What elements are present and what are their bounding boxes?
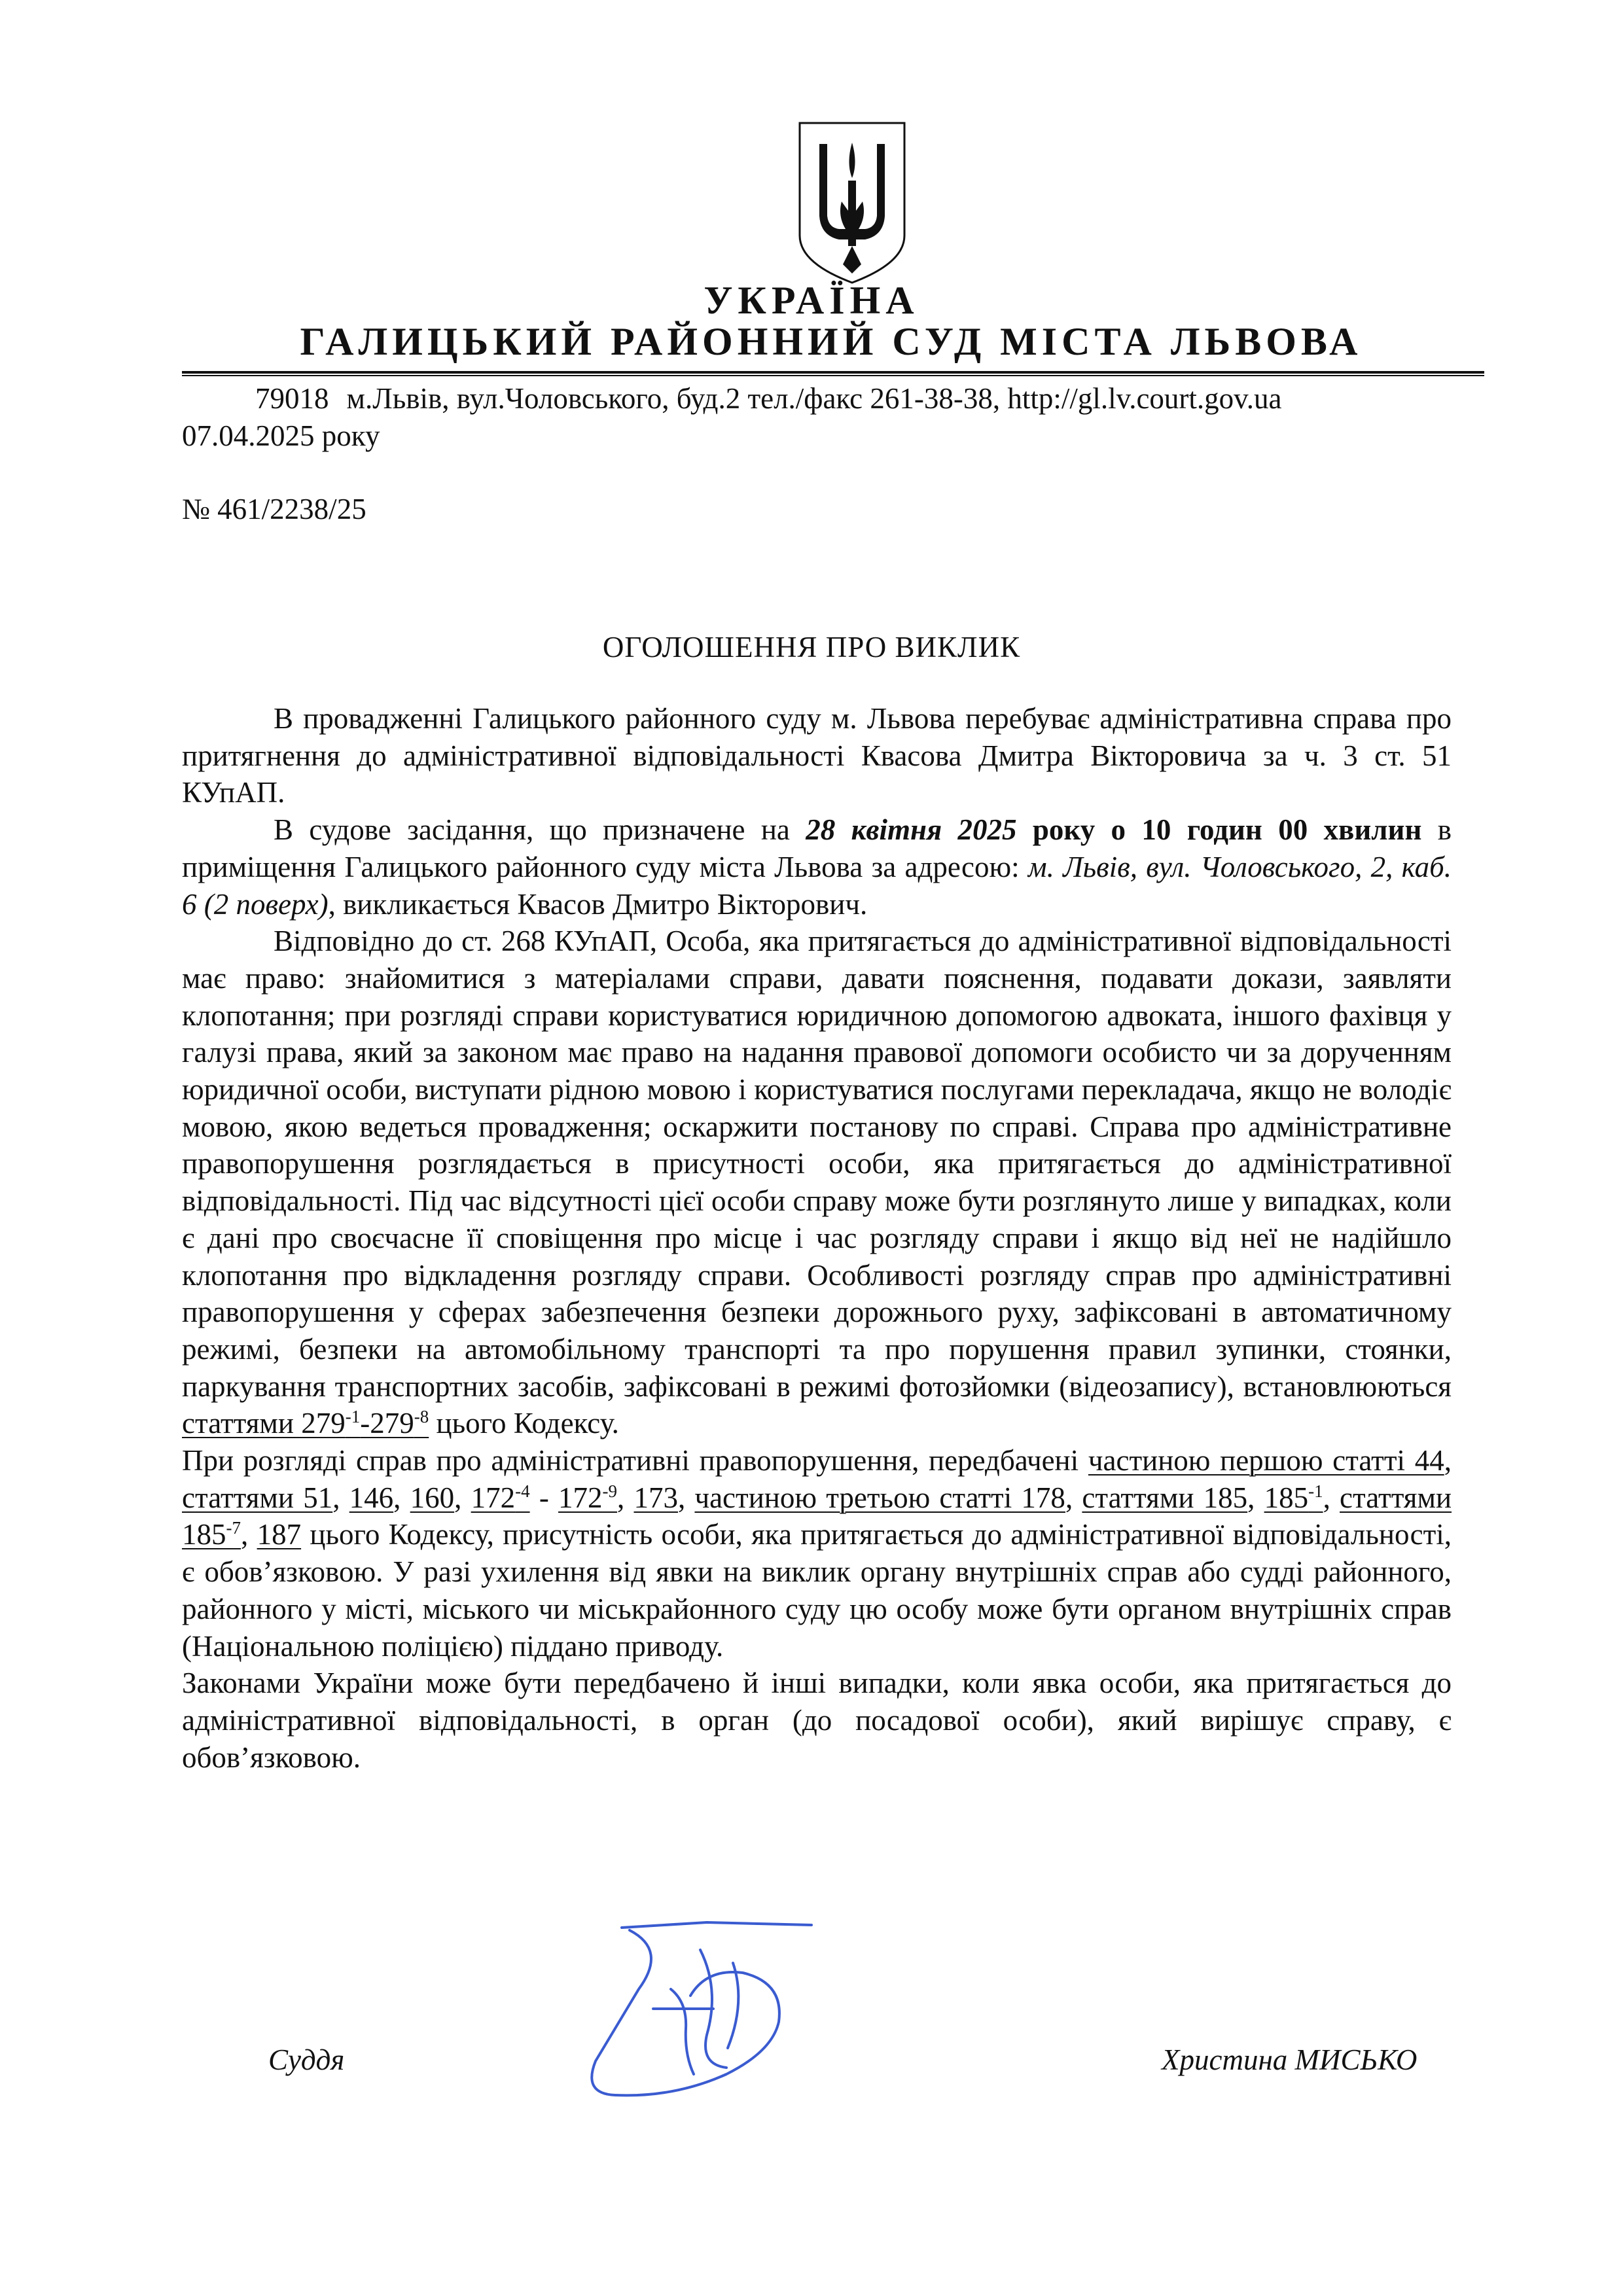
case-number: № 461/2238/25 [182, 493, 366, 525]
link-article-172-9[interactable] [558, 1481, 617, 1514]
presence-text-a: При розгляді справ про адміністративні правопорушення, передбачені [182, 1444, 1088, 1477]
header-divider [182, 371, 1484, 374]
court-name: ГАЛИЦЬКИЙ РАЙОННИЙ СУД МІСТА ЛЬВОВА [300, 320, 1363, 363]
link-article-172-4[interactable] [471, 1481, 530, 1514]
rights-text-end: цього Кодексу. [429, 1407, 619, 1440]
hearing-time: року о 10 годин 00 хвилин [1016, 813, 1422, 847]
separator: , [1065, 1481, 1082, 1514]
separator: - [529, 1481, 559, 1514]
superscript: -7 [226, 1518, 241, 1538]
paragraph-hearing [182, 811, 1452, 923]
hearing-text-a: В судове засідання, що призначене на [274, 813, 806, 847]
hearing-date: 28 квітня 2025 [806, 813, 1017, 847]
address-line: м.Львів, вул.Чоловського, буд.2 тел./факс 261-38-38, http://gl.lv.court.gov.ua [346, 382, 1282, 415]
signer-name: Христина МИСЬКО [1162, 2043, 1418, 2076]
link-article-160[interactable]: 160 [410, 1481, 455, 1514]
superscript: -1 [1308, 1481, 1323, 1501]
link-article-146[interactable]: 146 [349, 1481, 394, 1514]
separator: , [677, 1481, 695, 1514]
paragraph-rights [182, 923, 1452, 1442]
link-articles-279-range: -279 [360, 1407, 414, 1440]
signer-role: Суддя [268, 2043, 345, 2076]
paragraph-case: В провадженні Галицького районного суду м. Львова перебуває адміністративна справа про притягнення до адміністративної відповідальності Квасова Дмитра Вікторовича за ч. 3 ст. 51 КУпАП. [182, 702, 1452, 809]
link-article-44[interactable]: частиною першою статті 44 [1088, 1444, 1444, 1477]
country-name: УКРАЇНА [704, 279, 919, 322]
separator: , [332, 1481, 349, 1514]
link-article-185-7-label: статтями 185 [182, 1481, 1452, 1551]
document-title: ОГОЛОШЕННЯ ПРО ВИКЛИК [602, 631, 1021, 663]
superscript: -8 [414, 1407, 429, 1427]
superscript: -9 [602, 1481, 618, 1501]
link-article-187[interactable]: 187 [257, 1518, 302, 1551]
link-articles-279-label: статтями 279 [182, 1407, 346, 1440]
link-article-185-1-label: 185 [1264, 1481, 1309, 1514]
paragraph-other-cases: Законами України може бути передбачено й інші випадки, коли явка особи, яка притягається до адміністративної відповідальності, в орган (до посадової особи), який вирішує справу, є обов’язковою. [182, 1667, 1452, 1774]
link-article-178[interactable]: частиною третьою статті 178 [694, 1481, 1065, 1514]
separator: , [393, 1481, 410, 1514]
header-divider-thin [182, 375, 1484, 376]
link-article-185-1[interactable] [1264, 1481, 1323, 1514]
rights-text: Відповідно до ст. 268 КУпАП, Особа, яка притягається до адміністративної відповідальності має право: знайомитися з матеріалами справи, давати пояснення, подавати докази, заявляти клопотання; при розгляді справи користуватися юридичною допомогою адвоката, іншого фахівця у галузі права, який за законом має право на надання правової допомоги особисто чи за дорученням юридичної особи, виступати рідною мовою і користуватися послугами перекладача, якщо не володіє мовою, якою ведеться провадження; оскаржити постанову по справі. Справа про адміністративне правопорушення розглядається в присутності особи, яка притягається до адміністративної відповідальності. Під час відсутності цієї особи справу може бути розглянуто лише у випадках, коли є дані про своєчасне її сповіщення про місце і час розгляду справи і якщо від неї не надійшло клопотання про відкладення розгляду справи. Особливості розгляду справ про адміністративні правопорушення у сферах забезпечення безпеки дорожнього руху, зафіксовані в автоматичному режимі, безпеки на автомобільному транспорті та про порушення правил зупинки, стоянки, паркування транспортних засобів, зафіксовані в режимі фотозйомки (відеозапису), встановлюються [182, 925, 1452, 1403]
trident-emblem-icon [793, 118, 911, 288]
link-article-185[interactable]: статтями 185 [1082, 1481, 1248, 1514]
postal-code: 79018 [255, 382, 329, 415]
paragraph-obligatory-presence [182, 1442, 1452, 1665]
link-article-172-9-label: 172 [558, 1481, 603, 1514]
hearing-text-c: , викликається Квасов Дмитро Вікторович. [328, 887, 868, 921]
separator: , [454, 1481, 471, 1514]
link-article-51[interactable]: статтями 51 [182, 1481, 333, 1514]
document-body [182, 700, 1452, 1776]
link-articles-279[interactable] [182, 1407, 429, 1439]
superscript: -1 [345, 1407, 361, 1427]
court-address [255, 381, 1281, 415]
document-date: 07.04.2025 року [182, 419, 380, 452]
separator: , [241, 1518, 257, 1551]
separator: , [1323, 1481, 1340, 1514]
presence-text-b: цього Кодексу, присутність особи, яка притягається до адміністративної відповідальності, є обов’язковою. У разі ухилення від явки на виклик органу внутрішніх справ або судді районного, районного у місті, міського чи міськрайонного суду цю особу може бути органом внутрішніх справ (Національною поліцією) піддано приводу. [182, 1518, 1452, 1663]
separator: , [1247, 1481, 1264, 1514]
link-article-173[interactable]: 173 [633, 1481, 678, 1514]
link-article-172-4-label: 172 [471, 1481, 516, 1514]
superscript: -4 [515, 1481, 530, 1501]
separator: , [617, 1481, 634, 1514]
separator: , [1444, 1444, 1452, 1477]
handwritten-signature [576, 1911, 851, 2107]
hearing-text-b: в приміщення Галицького районного суду міста Львова за адресою: [182, 813, 1452, 883]
hearing-place: м. Львів, вул. Чоловського, 2, каб. 6 (2 поверх) [182, 850, 1452, 921]
